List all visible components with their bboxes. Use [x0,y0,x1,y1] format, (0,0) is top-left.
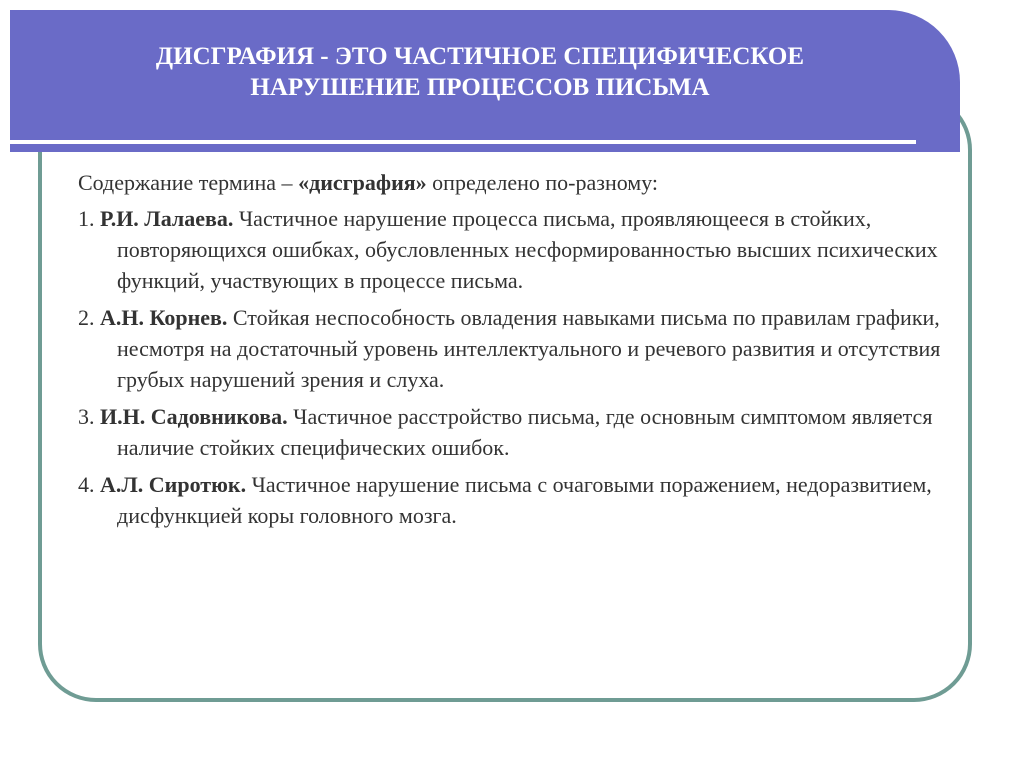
definition-text: Частичное нарушение письма с очаговыми поражением, недоразвитием, дисфункцией коры головного мозга. [117,472,932,528]
intro-term: «дисграфия» [298,170,427,195]
definition-item-1 [78,203,948,296]
definition-item-2 [78,302,948,395]
definition-number: 2. [78,305,100,330]
definition-text: Частичное нарушение процесса письма, проявляющееся в стойких, повторяющихся ошибках, обусловленных несформированностью высших психических функций, участвующих в процессе письма. [117,206,938,293]
definition-author: Р.И. Лалаева. [100,206,234,231]
definition-number: 3. [78,404,100,429]
definition-author: А.Л. Сиротюк. [100,472,247,497]
definition-text: Частичное расстройство письма, где основным симптомом является наличие стойких специфических ошибок. [117,404,933,460]
title-underline [10,140,916,144]
intro-text-before: Содержание термина – [78,170,299,195]
definition-author: И.Н. Садовникова. [100,404,288,429]
slide-body [78,167,948,537]
definition-item-3 [78,401,948,463]
intro-text-after: определено по-разному: [426,170,659,195]
title-banner [10,10,960,152]
definition-author: А.Н. Корнев. [100,305,228,330]
slide-title-line-2: НАРУШЕНИЕ ПРОЦЕССОВ ПИСЬМА [250,74,710,101]
definition-text: Стойкая неспособность овладения навыками письма по правилам графики, несмотря на достаточный уровень интеллектуального и речевого развития и отсутствия грубых нарушений зрения и слуха. [117,305,941,392]
intro-paragraph [78,167,948,198]
definition-number: 1. [78,206,100,231]
slide-title-line-1: ДИСГРАФИЯ - ЭТО ЧАСТИЧНОЕ СПЕЦИФИЧЕСКОЕ [155,43,805,70]
definition-number: 4. [78,472,100,497]
slide-title [10,41,950,103]
definition-item-4 [78,469,948,531]
